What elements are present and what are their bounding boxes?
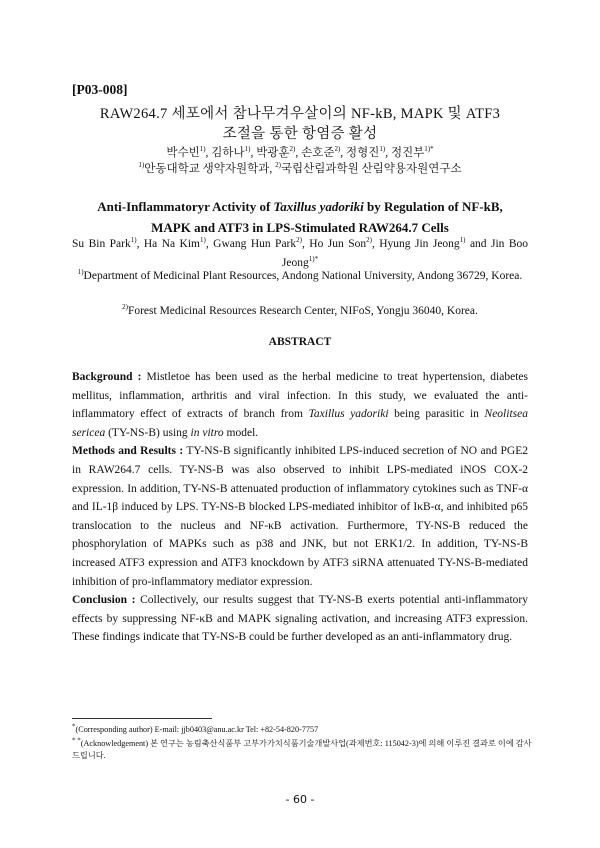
korean-author: 정진부 — [390, 147, 425, 159]
korean-affiliation-2: 국립산림과학원 산림약용자원연구소 — [280, 163, 462, 175]
english-authors: Su Bin Park$^{1)}$, Ha Na Kim$^{1)}$, Gwang Hun Park$^{2)}$, Ho Jun Son$^{2)}$, Hyung Jin Jeong$^{1)}$ and Jin Boo Jeong$^{1)*}$ — [72, 236, 529, 269]
english-author: Jin Boo Jeong — [281, 238, 529, 269]
korean-author: 손호준 — [301, 147, 335, 159]
footnote-corresponding: *(Corresponding author) E-mail: jjb0403@anu.ac.kr Tel: +82-54-820-7757 — [72, 722, 319, 734]
english-author: Gwang Hun Park — [213, 238, 297, 250]
english-author: Ha Na Kim — [143, 238, 201, 250]
english-affiliation-1: $^{1)}$Department of Medicinal Plant Resources, Andong National University, Andong 36729, Korea. — [77, 268, 523, 282]
abstract-code: [P03-008] — [72, 82, 128, 97]
korean-affiliation-1: 안동대학교 생약자원학과, — [144, 163, 273, 175]
korean-author: 김하나 — [211, 147, 245, 159]
page-number: - 60 - — [285, 793, 315, 806]
footnote-acknowledgement: * *(Acknowledgement) 본 연구는 농림축산식품부 고부가가치식품기술개발사업(과제번호: 115042-3)에 의해 이루진 결과로 이에 감사드립니다. — [72, 736, 532, 760]
english-author: Ho Jun Son — [309, 238, 367, 250]
korean-author: 정형진 — [346, 147, 380, 159]
footnote-divider — [72, 718, 212, 719]
korean-affiliations: $^{1)}$안동대학교 생약자원학과, $^{2)}$국립산림과학원 산림약용자원연구소 — [138, 161, 462, 175]
english-author: Su Bin Park — [72, 238, 131, 250]
abstract-methods: Methods and Results : TY-NS-B significantly inhibited LPS-induced secretion of NO and PGE2 in RAW264.7 cells. TY-NS-B was also observed to inhibit LPS-mediated iNOS COX-2 expression. In addition, TY-NS-B attenuated production of inflammatory cytokines such as TNF-α and IL-1β induced by LPS. TY-NS-B blocked LPS-mediated inhibitor of IκB-α, and inhibited p65 translocation to the nucleus and NF-κB activation. Furthermore, TY-NS-B reduced the phosphorylation of MAPKs such as p38 and JNK, but not ERK1/2. In addition, TY-NS-B increased ATF3 expression and ATF3 knockdown by ATF3 siRNA attenuated TY-NS-B-mediated inhibition of pro-inflammatory mediator expression. — [72, 445, 528, 588]
abstract-body — [72, 368, 528, 647]
abstract-background: Background : Mistletoe has been used as the herbal medicine to treat hypertension, diabetes mellitus, inflammation, arthritis and viral infection. In this study, we evaluated the anti-inflammatory effect of extracts of branch from Taxillus yadoriki being parasitic in Neolitsea sericea (TY-NS-B) using in vitro model. — [72, 371, 528, 439]
korean-title-line2: 조절을 통한 항염증 활성 — [222, 126, 378, 142]
english-author: Hyung Jin Jeong — [379, 238, 460, 250]
korean-authors: 박수빈$^{1)}$, 김하나$^{1)}$, 박광훈$^{2)}$, 손호준$^{2)}$, 정형진$^{1)}$, 정진부$^{1)*}$ — [166, 145, 434, 159]
korean-author: 박광훈 — [256, 147, 290, 159]
korean-author: 박수빈 — [166, 147, 200, 159]
english-affiliation-2: $^{2)}$Forest Medicinal Resources Research Center, NIFoS, Yongju 36040, Korea. — [122, 303, 478, 317]
korean-title-line1: RAW264.7 세포에서 참나무겨우살이의 NF-kB, MAPK 및 ATF3 — [99, 106, 501, 122]
english-title: Anti-Inflammatoryr Activity of Taxillus yadoriki by Regulation of NF-kB, MAPK and ATF3 in LPS-Stimulated RAW264.7 Cells — [97, 199, 503, 235]
abstract-conclusion: Conclusion : Collectively, our results suggest that TY-NS-B exerts potential anti-inflammatory effects by suppressing NF-κB and MAPK signaling activation, and increasing ATF3 expression. These findings indicate that TY-NS-B could be further developed as an anti-inflammatory drug. — [72, 594, 528, 644]
abstract-heading: ABSTRACT — [268, 336, 332, 348]
